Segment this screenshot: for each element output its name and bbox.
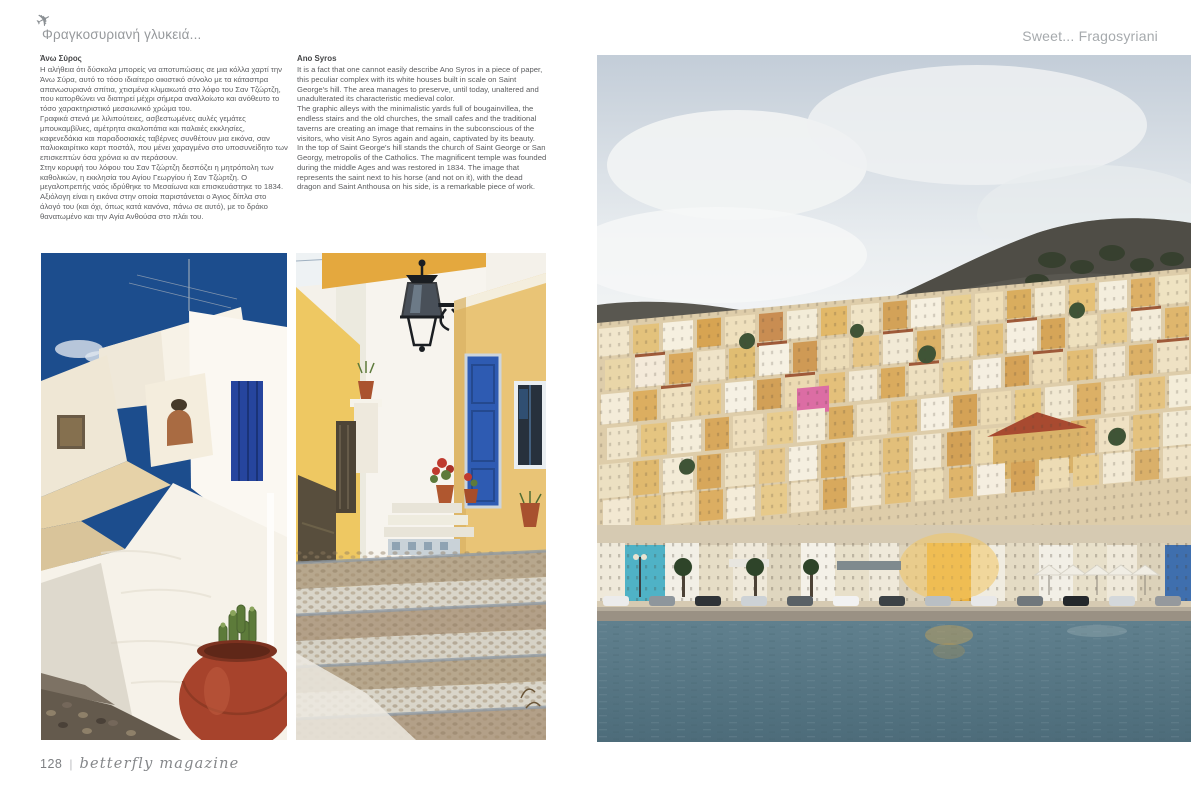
photo-hillside-harbour (597, 55, 1191, 742)
greek-paragraph-2: Γραφικά στενά με λιλιπούτειες, ασβεστωμένες αυλές γεμάτες μπουκαμβίλιες, αμέτρητα σκαλοπάτια και παλαιές εκκλησίες, καφενεδάκια και παραδοσιακές ταβέρνες συνθέτουν μια εικόνα, σαν παλιοκαιρίτικο καρτ ποστάλ, που μένει χαραγμένο στο υποσυνείδητο των επισκεπτών όσα χρόνια κι αν περάσουν. (40, 113, 288, 163)
photo-right-illustration (597, 55, 1191, 742)
airplane-icon: ✈ (32, 7, 55, 33)
photo-middle-illustration (296, 253, 546, 740)
page-title-english: Sweet... Fragosyriani (1022, 28, 1158, 44)
english-article-column (297, 54, 547, 192)
english-paragraph-2: The graphic alleys with the minimalistic yards full of bougainvillea, the endless stairs and the old churches, the small cafes and the traditional taverns are creating an image that remains in the subconscious of the visitors, who visit Ano Syros again and again, captivated by its beauty. (297, 104, 537, 143)
page-number: 128 (40, 757, 63, 771)
magazine-name: betterfly magazine (79, 756, 240, 772)
english-paragraph-1: It is a fact that one cannot easily describe Ano Syros in a piece of paper, this peculiar complex with its white houses built in scale on Saint George's hill. The area manages to preserve, until today, unaltered and unadulterated its characteristic medieval color. (297, 65, 543, 104)
greek-heading: Άνω Σύρος (40, 54, 82, 63)
photo-alley-lantern (296, 253, 546, 740)
photo-left-illustration (41, 253, 287, 740)
greek-article-column (40, 54, 289, 222)
page-footer (40, 756, 239, 772)
greek-paragraph-3: Στην κορυφή του λόφου του Σαν Τζώρτζη δεσπόζει η μητρόπολη των καθολικών, η εκκλησία του Αγίου Γεωργίου ή Σαν Τζώρτζη. Ο μεγαλοπρεπής ναός ιδρύθηκε το Μεσαίωνα και επισκευάστηκε το 1834. Αξιόλογη είναι η εικόνα στην οποία παριστάνεται ο Άγιος δίπλα στο άλογό του (και όχι, όπως κατά κανόνα, πάνω σε αυτό), με το δράκο θανατωμένο και την Αγία Ανθούσα στο πλάι του. (40, 162, 284, 221)
page-title-greek: Φραγκοσυριανή γλυκειά... (42, 27, 202, 42)
english-paragraph-3: In the top of Saint George's hill stands the church of Saint George or San Georgy, metropolis of the Catholics. The magnificent temple was founded during the middle Ages and was restored in 1834. The image that represents the saint next to his horse (and not on it), with the dead dragon and Saint Anthousa on his side, is a remarkable piece of work. (297, 143, 547, 192)
footer-separator: | (69, 757, 73, 771)
english-heading: Ano Syros (297, 54, 337, 63)
photo-whitewashed-houses (41, 253, 287, 740)
greek-paragraph-1: Η αλήθεια ότι δύσκολα μπορείς να αποτυπώσεις σε μια κόλλα χαρτί την Άνω Σύρα, αυτό το τόσο ιδιαίτερο οικιστικό σύνολο με τα κάτασπρα απανωσυριανά σπίτια, χτισμένα κλιμακωτά στο λόφο του Σαν Τζώρτζη, που κατορθώνει να διατηρεί μέχρι σήμερα αναλλοίωτο και ανόθευτο το τόσο χαρακτηριστικό μεσαιωνικό χρώμα του. (40, 65, 282, 114)
